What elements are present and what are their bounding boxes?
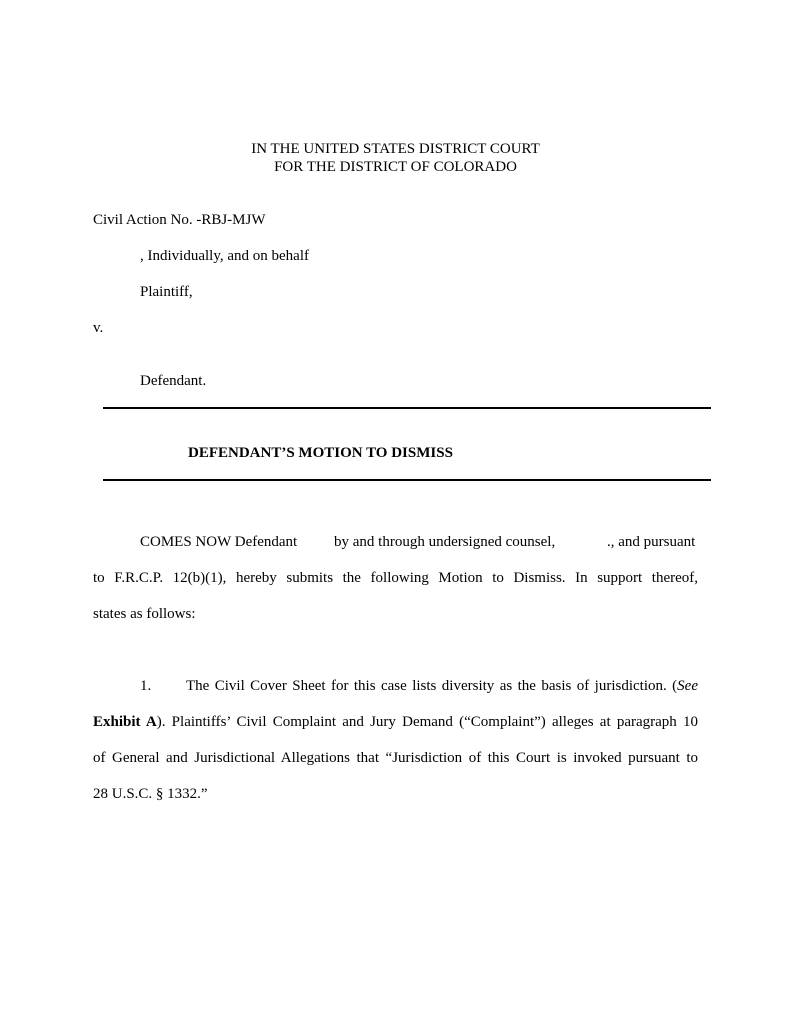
intro-line1-part3: ., and pursuant bbox=[607, 534, 696, 550]
motion-title: DEFENDANT’S MOTION TO DISMISS bbox=[188, 445, 453, 461]
paragraph1-line1-text: The Civil Cover Sheet for this case lists diversity as the basis of jurisdiction. ( bbox=[186, 678, 678, 694]
caption-divider-top bbox=[103, 407, 711, 409]
court-name-line1: IN THE UNITED STATES DISTRICT COURT bbox=[251, 141, 540, 157]
versus-label: v. bbox=[93, 320, 104, 336]
paragraph1-line1 bbox=[186, 677, 698, 696]
paragraph1-line3: of General and Jurisdictional Allegations that “Jurisdiction of this Court is invoked pursuant to bbox=[93, 750, 698, 766]
caption-divider-bottom bbox=[103, 479, 711, 481]
court-name-line2: FOR THE DISTRICT OF COLORADO bbox=[274, 159, 517, 175]
paragraph1-line2 bbox=[93, 713, 698, 732]
paragraph1-line4: 28 U.S.C. § 1332.” bbox=[93, 786, 208, 802]
intro-line2: to F.R.C.P. 12(b)(1), hereby submits the following Motion to Dismiss. In support thereof, bbox=[93, 570, 698, 586]
defendant-label: Defendant. bbox=[140, 373, 207, 389]
exhibit-reference: Exhibit A bbox=[93, 714, 157, 730]
intro-line1-part2: by and through undersigned counsel, bbox=[334, 534, 556, 550]
intro-line3: states as follows: bbox=[93, 606, 196, 622]
plaintiff-label: Plaintiff, bbox=[140, 284, 193, 300]
intro-line1-part1: COMES NOW Defendant bbox=[140, 534, 298, 550]
paragraph1-line2-text: ). Plaintiffs’ Civil Complaint and Jury Demand (“Complaint”) alleges at paragraph 10 bbox=[156, 714, 698, 730]
civil-action-number: Civil Action No. -RBJ-MJW bbox=[93, 212, 266, 228]
plaintiff-name-line: , Individually, and on behalf bbox=[140, 248, 309, 264]
see-signal: See bbox=[677, 678, 698, 694]
paragraph-number: 1. bbox=[140, 678, 152, 694]
